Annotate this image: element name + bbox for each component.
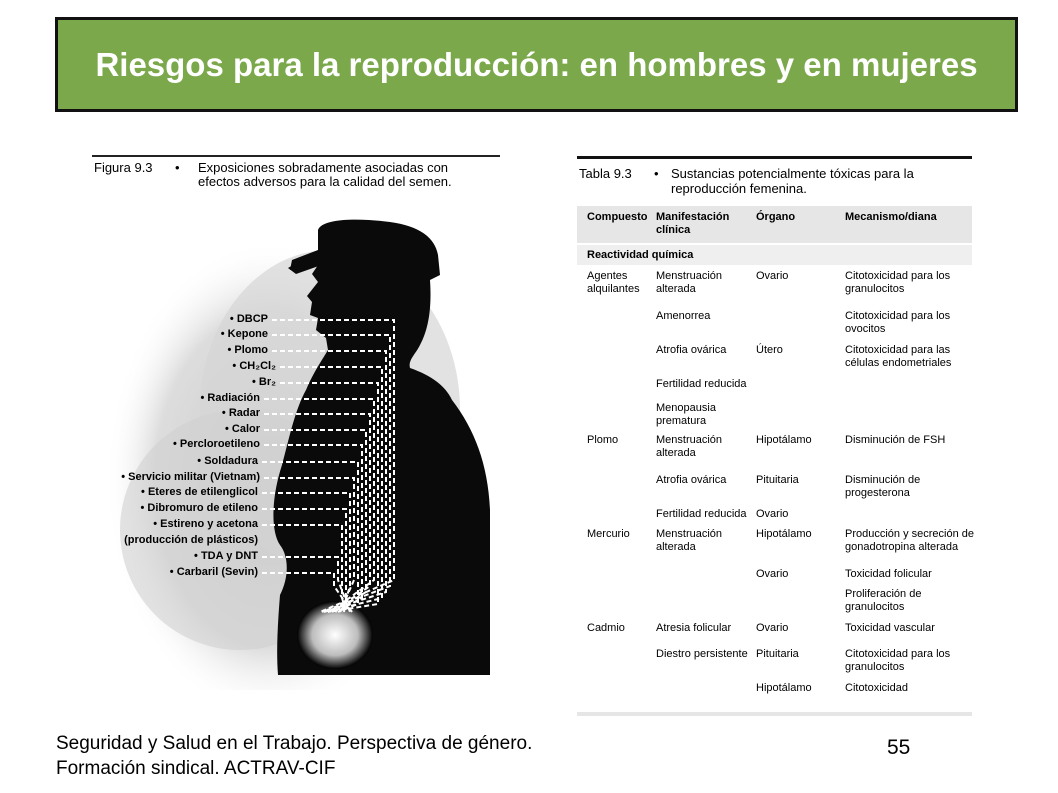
- header-mecanismo: Mecanismo/diana: [845, 211, 937, 223]
- table-cell: Citotoxicidad para los granulocitos: [845, 648, 951, 673]
- figure-label: • Percloroetileno: [173, 438, 260, 450]
- table-cell: Disminución de progesterona: [845, 474, 921, 499]
- figure-label: • Carbaril (Sevin): [169, 566, 258, 578]
- table-cell: Fertilidad reducida: [656, 508, 747, 520]
- table-cell: Amenorrea: [656, 310, 711, 322]
- figure-label: • Estireno y acetona: [153, 518, 258, 530]
- section-label: Reactividad química: [587, 249, 694, 261]
- table-number: Tabla 9.3: [579, 166, 632, 181]
- figure-label: • Servicio militar (Vietnam): [121, 471, 260, 483]
- figure-label: • Plomo: [227, 344, 268, 356]
- figure-number: Figura 9.3: [94, 160, 153, 175]
- table-cell: Menstruación alterada: [656, 528, 723, 553]
- table-cell: Disminución de FSH: [845, 434, 946, 446]
- table-cell: Toxicidad folicular: [845, 568, 932, 580]
- table-cell: Diestro persistente: [656, 648, 748, 660]
- table-cell: Atresia folicular: [656, 622, 732, 634]
- figure-9-3: [90, 150, 510, 690]
- table-cell: Ovario: [756, 508, 789, 520]
- figure-label: • Eteres de etilenglicol: [141, 486, 258, 498]
- male-silhouette-illustration: [90, 150, 510, 690]
- table-cell: Citotoxicidad para los granulocitos: [845, 270, 951, 295]
- table-cell: Agentes alquilantes: [587, 270, 640, 295]
- table-bottom-band: [577, 712, 972, 716]
- figure-label: • Dibromuro de etileno: [140, 502, 258, 514]
- table-cell: Ovario: [756, 568, 789, 580]
- table-cell: Útero: [756, 344, 783, 356]
- figure-label: • Br₂: [251, 376, 276, 388]
- table-section-header: [577, 245, 972, 265]
- slide-title-banner: [55, 17, 1018, 112]
- table-cell: Cadmio: [587, 622, 625, 634]
- table-cell: Ovario: [756, 622, 789, 634]
- table-cell: Atrofia ovárica: [656, 344, 727, 356]
- table-cell: Fertilidad reducida: [656, 378, 747, 390]
- table-cell: Hipotálamo: [756, 528, 812, 540]
- table-cell: Menopausia prematura: [656, 402, 716, 427]
- table-cell: Citotoxicidad: [845, 682, 908, 694]
- table-cell: Citotoxicidad para los ovocitos: [845, 310, 951, 335]
- table-cell: Plomo: [587, 434, 619, 446]
- figure-label: • CH₂Cl₂: [232, 360, 276, 372]
- figure-label: • DBCP: [229, 313, 268, 325]
- page-number: 55: [887, 736, 911, 759]
- figure-bullet: •: [175, 160, 180, 175]
- table-bullet: •: [654, 166, 659, 181]
- table-cell: Menstruación alterada: [656, 270, 723, 295]
- table-cell: Ovario: [756, 270, 789, 282]
- table-top-rule: [577, 156, 972, 159]
- footer-credit: [56, 731, 532, 781]
- slide-title: Riesgos para la reproducción: en hombres y en mujeres: [95, 46, 978, 83]
- figure-label: • TDA y DNT: [194, 550, 258, 562]
- table-cell: Hipotálamo: [756, 682, 812, 694]
- figure-label: • Calor: [224, 423, 260, 435]
- figure-label: • Kepone: [220, 328, 268, 340]
- table-header: [577, 206, 972, 243]
- figure-label: • Soldadura: [197, 455, 258, 467]
- table-cell: Proliferación de granulocitos: [845, 588, 922, 613]
- table-cell: Mercurio: [587, 528, 630, 540]
- header-manifestacion: Manifestación clínica: [656, 211, 730, 236]
- table-cell: Toxicidad vascular: [845, 622, 935, 634]
- footer-line-1: Seguridad y Salud en el Trabajo. Perspectiva de género.: [56, 733, 533, 754]
- table-cell: Producción y secreción de gonadotropina alterada: [845, 528, 975, 553]
- figure-label: • Radar: [221, 407, 260, 419]
- header-compuesto: Compuesto: [587, 211, 648, 223]
- table-cell: Menstruación alterada: [656, 434, 723, 459]
- table-9-3: [577, 156, 975, 716]
- table-cell: Atrofia ovárica: [656, 474, 727, 486]
- figure-caption: Exposiciones sobradamente asociadas con efectos adversos para la calidad del semen.: [198, 160, 452, 189]
- footer-line-2: Formación sindical. ACTRAV-CIF: [56, 758, 336, 779]
- table-cell: Pituitaria: [756, 474, 799, 486]
- table-cell: Hipotálamo: [756, 434, 812, 446]
- table-cell: Citotoxicidad para las células endometriales: [845, 344, 952, 369]
- header-organo: Órgano: [756, 211, 796, 223]
- figure-label: (producción de plásticos): [124, 534, 258, 546]
- table-caption: Sustancias potencialmente tóxicas para la reproducción femenina.: [671, 166, 914, 196]
- table-cell: Pituitaria: [756, 648, 799, 660]
- figure-label: • Radiación: [200, 392, 260, 404]
